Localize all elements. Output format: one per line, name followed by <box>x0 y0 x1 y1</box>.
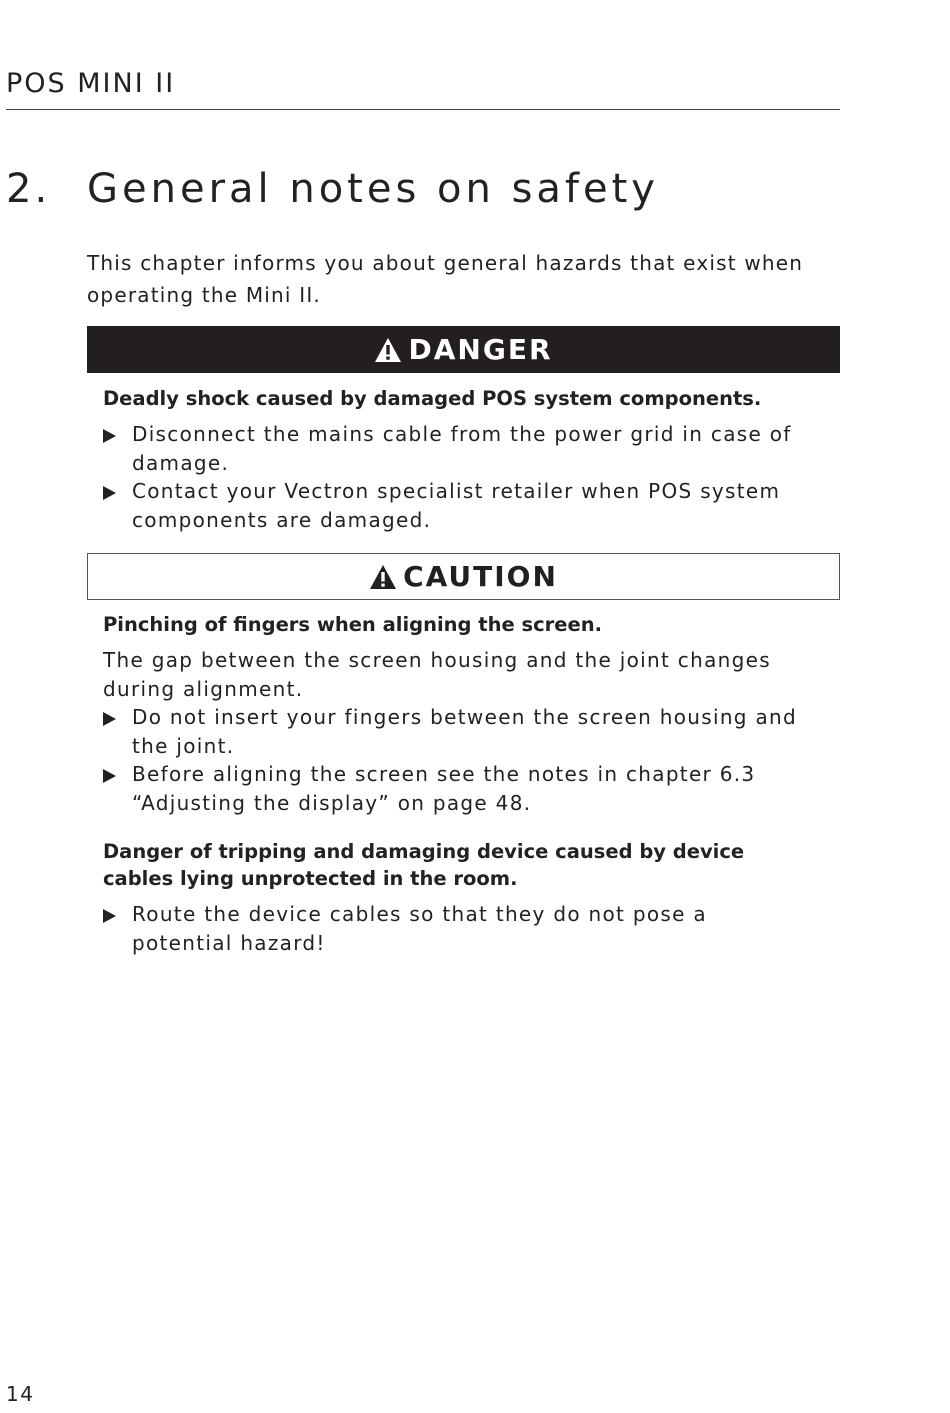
list-item: Route the device cables so that they do not pose a potential hazard! <box>103 900 840 957</box>
list-item: Contact your Vectron specialist retailer when POS system components are damaged. <box>103 477 840 534</box>
danger-steps <box>103 420 840 534</box>
caution-banner <box>87 553 840 600</box>
danger-label: DANGER <box>408 333 553 366</box>
header-divider <box>6 109 840 110</box>
warning-triangle-icon <box>369 564 397 590</box>
warning-triangle-icon <box>374 337 402 363</box>
caution-heading: Pinching of fingers when aligning the screen. <box>103 613 603 636</box>
chapter-number: 2. <box>6 166 51 212</box>
page-number: 14 <box>6 1382 35 1406</box>
caution-description: The gap between the screen housing and the joint changes during alignment. <box>103 648 771 701</box>
bullet-arrow-icon <box>103 429 116 443</box>
list-item: Do not insert your fingers between the screen housing and the joint. <box>103 703 840 760</box>
running-header: POS MINI II <box>6 68 176 99</box>
bullet-arrow-icon <box>103 486 116 500</box>
bullet-arrow-icon <box>103 712 116 726</box>
danger-banner <box>87 326 840 373</box>
chapter-title: General notes on safety <box>87 166 659 212</box>
caution-label: CAUTION <box>403 560 558 593</box>
caution-hazard-tripping <box>103 838 783 957</box>
danger-heading: Deadly shock caused by damaged POS system components. <box>103 387 762 410</box>
danger-section <box>103 385 840 534</box>
caution-steps <box>103 703 840 817</box>
list-item: Disconnect the mains cable from the power grid in case of damage. <box>103 420 840 477</box>
bullet-arrow-icon <box>103 769 116 783</box>
caution-hazard-pinching <box>103 611 840 817</box>
chapter-intro: This chapter informs you about general hazards that exist when operating the Mini II. <box>87 251 804 307</box>
caution-steps <box>103 900 840 957</box>
caution-heading: Danger of tripping and damaging device caused by device cables lying unprotected in the room. <box>103 840 745 890</box>
bullet-arrow-icon <box>103 909 116 923</box>
list-item: Before aligning the screen see the notes in chapter 6.3 “Adjusting the display” on page 48. <box>103 760 840 817</box>
